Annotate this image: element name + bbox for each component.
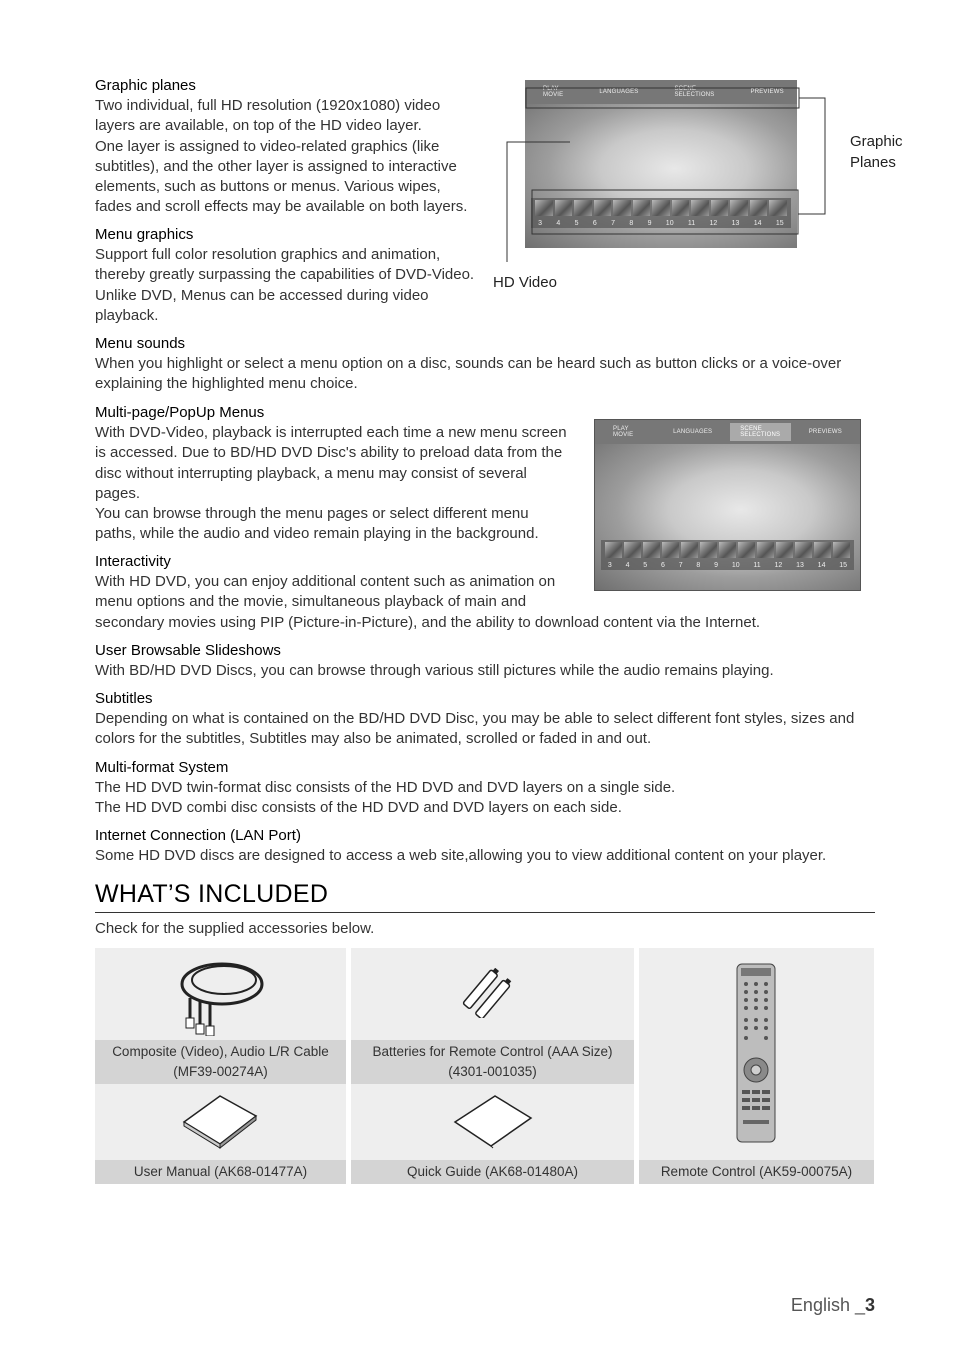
scene-number: 11 xyxy=(753,562,761,569)
av-cable-icon xyxy=(170,952,270,1036)
user-manual-caption: User Manual (AK68-01477A) xyxy=(95,1160,346,1184)
section-line: menu options and the movie, simultaneous playback of main and xyxy=(95,593,527,611)
scene-number: 14 xyxy=(753,220,762,227)
scene-number: 7 xyxy=(611,220,615,227)
scene-number: 8 xyxy=(629,220,634,227)
scene-number: 12 xyxy=(709,220,718,227)
section-line: Depending on what is contained on the BD/HD DVD Disc, you may be able to select different font styles, sizes and xyxy=(95,710,855,727)
scene-number: 15 xyxy=(775,220,784,227)
section-internet xyxy=(95,826,875,866)
batteries-icon xyxy=(461,968,521,1018)
user-manual-icon xyxy=(180,1092,260,1152)
scene-number: 3 xyxy=(607,562,612,569)
section-title: User Browsable Slideshows xyxy=(95,642,281,659)
caption-line: (MF39-00274A) xyxy=(173,1064,268,1079)
scene-numbers xyxy=(601,562,854,569)
scene-number: 9 xyxy=(647,220,652,227)
section-title: Multi-page/PopUp Menus xyxy=(95,404,265,421)
scene-number: 6 xyxy=(661,562,665,569)
section-line: disc without interrupting playback, a menu may consist of several xyxy=(95,464,527,482)
scene-number: 14 xyxy=(817,562,826,569)
section-line: Some HD DVD discs are designed to access a web site,allowing you to view additional content on your player. xyxy=(95,847,827,864)
scene-number: 7 xyxy=(678,562,683,569)
cable-cell xyxy=(95,948,346,1184)
section-line: paths, while the audio and video remain playing in the background. xyxy=(95,525,539,543)
section-line: colors for the subtitles, Subtitles may also be animated, scrolled or faded in and out. xyxy=(95,730,652,748)
batteries-cell xyxy=(351,948,634,1184)
section-line: elements, such as buttons or menus. Various wipes, xyxy=(95,178,441,196)
section-line: You can browse through the menu pages or select different menu xyxy=(95,505,529,523)
scene-number: 11 xyxy=(687,220,696,227)
scene-number: 13 xyxy=(731,220,740,227)
section-line: The HD DVD twin-format disc consists of the HD DVD and DVD layers on a single side. xyxy=(95,779,676,796)
scene-number: 4 xyxy=(625,562,630,569)
section-line: Unlike DVD, Menus can be accessed during video xyxy=(95,286,429,304)
quick-guide-icon xyxy=(453,1092,533,1152)
section-multipage-menus xyxy=(95,403,585,545)
footer-language: English _ xyxy=(790,1295,865,1315)
section-multiformat xyxy=(95,758,875,819)
scene-strip xyxy=(601,540,854,570)
section-line: The HD DVD combi disc consists of the HD DVD and DVD layers on each side. xyxy=(95,799,622,817)
section-slideshows xyxy=(95,641,875,681)
menu-item: PLAY MOVIE xyxy=(613,426,634,438)
scene-number: 4 xyxy=(556,220,561,227)
remote-cell xyxy=(639,948,874,1184)
page-footer xyxy=(791,1295,875,1316)
section-line: One layer is assigned to video-related graphics (like xyxy=(95,137,440,155)
label-line: Planes xyxy=(850,154,896,171)
section-title: Multi-format System xyxy=(95,759,229,776)
scene-number: 3 xyxy=(538,220,543,227)
section-line: fades and scroll effects may be available on both layers. xyxy=(95,198,468,216)
menu-item: SCENE SELECTIONS xyxy=(674,86,715,98)
scene-number: 5 xyxy=(574,220,579,227)
section-line: is accessed. Due to BD/HD DVD Disc's ability to preload data from the xyxy=(95,444,563,462)
popup-menu-figure xyxy=(594,419,861,591)
caption-line: Composite (Video), Audio L/R Cable xyxy=(112,1044,329,1059)
section-subtitles xyxy=(95,689,875,750)
graphic-planes-label xyxy=(850,131,903,173)
section-line: layers are available, on top of the HD video layer. xyxy=(95,117,422,135)
section-line: explaining the highlighted menu choice. xyxy=(95,375,358,393)
section-menu-sounds xyxy=(95,334,875,395)
section-title: Menu sounds xyxy=(95,335,186,352)
scene-number: 9 xyxy=(714,562,719,569)
section-title: Subtitles xyxy=(95,690,153,707)
section-line: With BD/HD DVD Discs, you can browse through various still pictures while the audio remains playing. xyxy=(95,662,774,679)
label-line: Graphic xyxy=(850,133,903,150)
section-title: Interactivity xyxy=(95,553,171,570)
quick-guide-caption: Quick Guide (AK68-01480A) xyxy=(351,1160,634,1184)
hd-video-label: HD Video xyxy=(493,274,557,291)
section-line: secondary movies using PIP (Picture-in-Picture), and the ability to download content via the Internet. xyxy=(95,613,761,631)
section-title: Menu graphics xyxy=(95,226,194,243)
batteries-caption xyxy=(351,1040,634,1084)
section-menu-graphics xyxy=(95,225,485,326)
cable-caption xyxy=(95,1040,346,1084)
caption-line: Batteries for Remote Control (AAA Size) xyxy=(372,1044,613,1059)
scene-number: 15 xyxy=(839,562,848,569)
callout-lines xyxy=(500,86,830,276)
section-line: When you highlight or select a menu option on a disc, sounds can be heard such as button clicks or a voice-over xyxy=(95,355,842,372)
section-line: With DVD-Video, playback is interrupted each time a new menu screen xyxy=(95,424,567,441)
section-line: subtitles), and the other layer is assigned to interactive xyxy=(95,157,457,175)
menu-bar xyxy=(595,420,860,444)
remote-caption: Remote Control (AK59-00075A) xyxy=(639,1160,874,1184)
section-line: playback. xyxy=(95,306,159,324)
remote-control-icon xyxy=(735,962,777,1144)
section-line: Two individual, full HD resolution (1920x1080) video xyxy=(95,97,441,114)
menu-item: PREVIEWS xyxy=(808,429,842,435)
section-graphic-planes xyxy=(95,76,480,218)
section-line: thereby greatly surpassing the capabilities of DVD-Video. xyxy=(95,266,475,284)
page-number: 3 xyxy=(864,1295,875,1315)
section-line: With HD DVD, you can enjoy additional content such as animation on xyxy=(95,573,556,590)
included-intro: Check for the supplied accessories below. xyxy=(95,920,375,937)
scene-number: 8 xyxy=(696,562,701,569)
menu-item: LANGUAGES xyxy=(673,429,713,435)
scene-number: 6 xyxy=(592,220,597,227)
menu-item: PLAY MOVIE xyxy=(543,86,564,98)
menu-item: SCENE SELECTIONS xyxy=(730,423,790,441)
section-line: pages. xyxy=(95,484,141,502)
caption-line: (4301-001035) xyxy=(448,1064,537,1079)
whats-included-heading: WHAT’S INCLUDED xyxy=(95,880,875,913)
section-line: Support full color resolution graphics and animation, xyxy=(95,246,441,263)
scene-number: 13 xyxy=(796,562,804,569)
section-title: Graphic planes xyxy=(95,77,196,94)
menu-item: LANGUAGES xyxy=(599,89,639,95)
scene-number: 5 xyxy=(643,562,648,569)
scene-number: 10 xyxy=(665,220,674,227)
section-title: Internet Connection (LAN Port) xyxy=(95,827,301,844)
menu-item: PREVIEWS xyxy=(750,89,784,95)
scene-number: 12 xyxy=(774,562,783,569)
scene-number: 10 xyxy=(731,562,740,569)
